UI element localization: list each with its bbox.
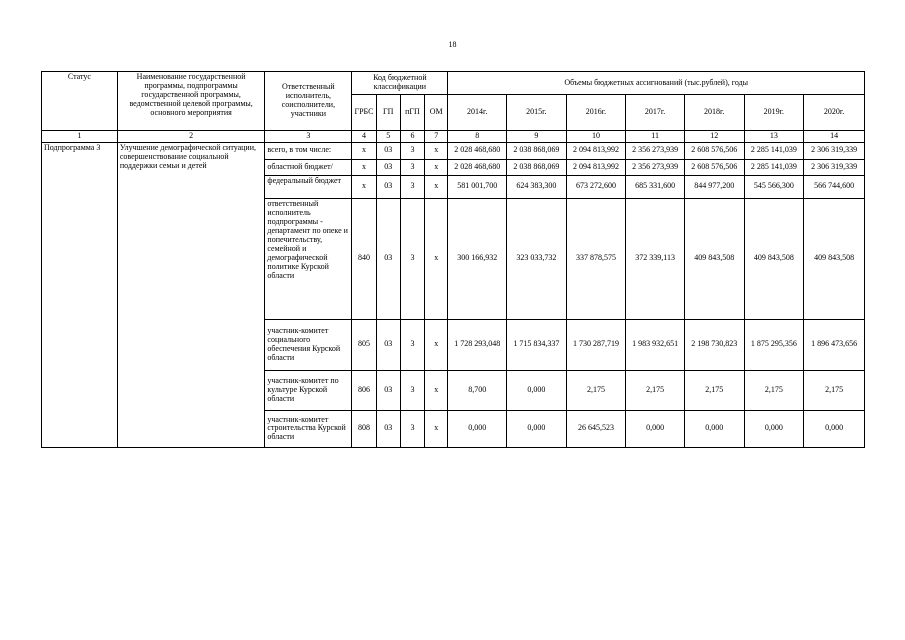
column-number: 14	[804, 131, 865, 143]
om-cell: x	[425, 198, 448, 319]
grbs-cell: x	[352, 175, 376, 198]
header-year: 2018г.	[684, 95, 744, 131]
om-cell: x	[425, 319, 448, 370]
value-cell: 566 744,600	[804, 175, 865, 198]
grbs-cell: 806	[352, 370, 376, 410]
column-number: 6	[400, 131, 424, 143]
header-status: Статус	[42, 72, 118, 131]
header-year: 2014г.	[448, 95, 507, 131]
value-cell: 624 383,300	[507, 175, 567, 198]
value-cell: 0,000	[626, 410, 685, 447]
value-cell: 673 272,600	[566, 175, 626, 198]
header-code-group: Код бюджетной классификации	[352, 72, 448, 95]
grbs-cell: x	[352, 142, 376, 159]
executor-cell: областной бюджет/	[265, 159, 352, 175]
value-cell: 1 983 932,651	[626, 319, 685, 370]
program-status: Подпрограмма 3	[42, 142, 118, 447]
column-number: 2	[117, 131, 265, 143]
value-cell: 685 331,600	[626, 175, 685, 198]
value-cell: 2,175	[804, 370, 865, 410]
value-cell: 300 166,932	[448, 198, 507, 319]
header-pgp: пГП	[400, 95, 424, 131]
value-cell: 8,700	[448, 370, 507, 410]
value-cell: 2 094 813,992	[566, 142, 626, 159]
pgp-cell: 3	[400, 319, 424, 370]
om-cell: x	[425, 142, 448, 159]
value-cell: 2 038 868,069	[507, 142, 567, 159]
budget-table	[41, 71, 865, 448]
pgp-cell: 3	[400, 159, 424, 175]
gp-cell: 03	[376, 159, 400, 175]
value-cell: 0,000	[804, 410, 865, 447]
om-cell: x	[425, 410, 448, 447]
pgp-cell: 3	[400, 370, 424, 410]
executor-cell: ответственный исполнитель подпрограммы - департамент по опеке и попечительству, семейной и демографической политике Курской области	[265, 198, 352, 319]
value-cell: 337 878,575	[566, 198, 626, 319]
executor-cell: федеральный бюджет	[265, 175, 352, 198]
gp-cell: 03	[376, 142, 400, 159]
value-cell: 409 843,508	[744, 198, 804, 319]
header-year: 2016г.	[566, 95, 626, 131]
value-cell: 1 896 473,656	[804, 319, 865, 370]
pgp-cell: 3	[400, 142, 424, 159]
value-cell: 2 094 813,992	[566, 159, 626, 175]
gp-cell: 03	[376, 198, 400, 319]
value-cell: 2 608 576,506	[684, 159, 744, 175]
grbs-cell: 808	[352, 410, 376, 447]
program-name: Улучшение демографической ситуации, совершенствование социальной поддержки семьи и детей	[117, 142, 265, 447]
value-cell: 1 728 293,048	[448, 319, 507, 370]
value-cell: 0,000	[507, 370, 567, 410]
value-cell: 372 339,113	[626, 198, 685, 319]
value-cell: 2,175	[744, 370, 804, 410]
value-cell: 2 608 576,506	[684, 142, 744, 159]
value-cell: 1 715 834,337	[507, 319, 567, 370]
om-cell: x	[425, 159, 448, 175]
value-cell: 2,175	[566, 370, 626, 410]
pgp-cell: 3	[400, 410, 424, 447]
om-cell: x	[425, 370, 448, 410]
header-year: 2017г.	[626, 95, 685, 131]
value-cell: 1 730 287,719	[566, 319, 626, 370]
header-grbs: ГРБС	[352, 95, 376, 131]
value-cell: 2 038 868,069	[507, 159, 567, 175]
value-cell: 0,000	[684, 410, 744, 447]
gp-cell: 03	[376, 319, 400, 370]
value-cell: 409 843,508	[684, 198, 744, 319]
value-cell: 545 566,300	[744, 175, 804, 198]
value-cell: 2 028 468,680	[448, 159, 507, 175]
value-cell: 2,175	[684, 370, 744, 410]
value-cell: 2 356 273,939	[626, 142, 685, 159]
grbs-cell: x	[352, 159, 376, 175]
header-year: 2019г.	[744, 95, 804, 131]
header-year: 2015г.	[507, 95, 567, 131]
column-number: 13	[744, 131, 804, 143]
grbs-cell: 805	[352, 319, 376, 370]
value-cell: 2 285 141,039	[744, 142, 804, 159]
value-cell: 2,175	[626, 370, 685, 410]
pgp-cell: 3	[400, 198, 424, 319]
executor-cell: участник-комитет социального обеспечения Курской области	[265, 319, 352, 370]
column-number: 11	[626, 131, 685, 143]
grbs-cell: 840	[352, 198, 376, 319]
table-row	[42, 142, 865, 159]
executor-cell: участник-комитет по культуре Курской области	[265, 370, 352, 410]
value-cell: 844 977,200	[684, 175, 744, 198]
column-number: 1	[42, 131, 118, 143]
value-cell: 581 001,700	[448, 175, 507, 198]
value-cell: 409 843,508	[804, 198, 865, 319]
value-cell: 0,000	[744, 410, 804, 447]
header-volumes-group: Объемы бюджетных ассигнований (тыс.рублей), годы	[448, 72, 865, 95]
executor-cell: участник-комитет строительства Курской области	[265, 410, 352, 447]
value-cell: 2 198 730,823	[684, 319, 744, 370]
column-number: 8	[448, 131, 507, 143]
column-number: 10	[566, 131, 626, 143]
value-cell: 1 875 295,356	[744, 319, 804, 370]
value-cell: 2 306 319,339	[804, 159, 865, 175]
header-year: 2020г.	[804, 95, 865, 131]
om-cell: x	[425, 175, 448, 198]
column-number: 3	[265, 131, 352, 143]
value-cell: 0,000	[448, 410, 507, 447]
executor-cell: всего, в том числе:	[265, 142, 352, 159]
header-gp: ГП	[376, 95, 400, 131]
gp-cell: 03	[376, 175, 400, 198]
value-cell: 2 306 319,339	[804, 142, 865, 159]
header-om: ОМ	[425, 95, 448, 131]
value-cell: 2 285 141,039	[744, 159, 804, 175]
column-number: 12	[684, 131, 744, 143]
header-name: Наименование государственной программы, подпрограммы государственной программы, ведомственной целевой программы, основного мероприятия	[117, 72, 265, 131]
column-number: 4	[352, 131, 376, 143]
value-cell: 2 356 273,939	[626, 159, 685, 175]
pgp-cell: 3	[400, 175, 424, 198]
value-cell: 26 645,523	[566, 410, 626, 447]
gp-cell: 03	[376, 370, 400, 410]
gp-cell: 03	[376, 410, 400, 447]
value-cell: 323 033,732	[507, 198, 567, 319]
page-number: 18	[448, 40, 457, 49]
column-number: 7	[425, 131, 448, 143]
column-number: 9	[507, 131, 567, 143]
value-cell: 2 028 468,680	[448, 142, 507, 159]
value-cell: 0,000	[507, 410, 567, 447]
header-executor: Ответственный исполнитель, соисполнители, участники	[265, 72, 352, 131]
column-number: 5	[376, 131, 400, 143]
